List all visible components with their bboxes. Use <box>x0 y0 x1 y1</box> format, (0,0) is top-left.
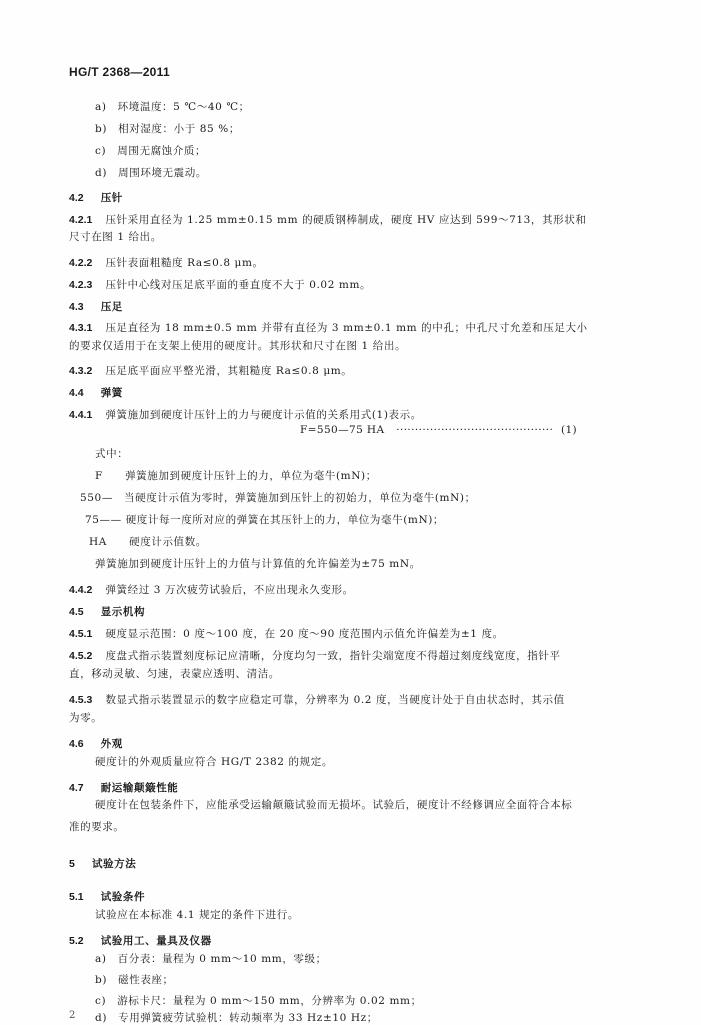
variable-definition: F 弹簧施加到硬度计压针上的力，单位为毫牛(mN)； <box>95 470 377 482</box>
clause-continuation: 为零。 <box>69 712 103 724</box>
clause <box>69 688 565 707</box>
list-item: c) 周围无腐蚀介质； <box>95 145 207 157</box>
clause-number: 4.4.2 <box>69 584 93 596</box>
section-heading <box>69 885 145 904</box>
list-item: d) 周围环境无震动。 <box>95 167 207 179</box>
clause-text: 弹簧施加到硬度计压针上的力与硬度计示值的关系用式(1)表示。 <box>105 409 422 421</box>
paragraph: 硬度计在包装条件下，应能承受运输颠簸试验而无损坏。试验后，硬度计不经修调应全面符合本标 <box>95 799 573 811</box>
clause <box>69 273 371 292</box>
section-number: 4.6 <box>69 738 84 750</box>
where-label: 式中： <box>95 448 129 460</box>
clause-number: 4.4.1 <box>69 409 93 421</box>
paragraph: 试验应在本标准 4.1 规定的条件下进行。 <box>95 909 299 921</box>
formula: F=550—75 HA <box>300 424 385 436</box>
standard-header: HG/T 2368—2011 <box>69 65 170 79</box>
clause <box>69 578 354 597</box>
clause-continuation: 尺寸在图 1 给出。 <box>69 231 162 243</box>
list-item: a) 百分表：量程为 0 mm～10 mm，零级； <box>95 953 327 965</box>
section-heading <box>69 295 123 314</box>
section-title: 试验用工、量具及仪器 <box>100 935 212 947</box>
variable-definition: 75—— 硬度计每一度所对应的弹簧在其压针上的力，单位为毫牛(mN)； <box>85 514 445 526</box>
clause-text: 数显式指示装置显示的数字应稳定可靠，分辨率为 0.2 度，当硬度计处于自由状态时，其示值 <box>105 694 565 706</box>
clause <box>69 316 588 335</box>
clause <box>69 644 561 663</box>
variable-definition: 550— 当硬度计示值为零时，弹簧施加到压针上的初始力，单位为毫牛(mN)； <box>80 492 476 504</box>
section-title: 压针 <box>100 192 123 204</box>
paragraph-continuation: 准的要求。 <box>69 821 125 833</box>
section-heading <box>69 186 123 205</box>
clause-number: 4.2.2 <box>69 257 93 269</box>
list-item: c) 游标卡尺：量程为 0 mm～150 mm，分辨率为 0.02 mm； <box>95 995 422 1007</box>
chapter-heading <box>69 852 136 871</box>
clause-number: 4.2.3 <box>69 279 93 291</box>
clause <box>69 251 264 270</box>
clause-continuation: 直，移动灵敏、匀速，表蒙应透明、清洁。 <box>69 668 280 680</box>
section-title: 试验条件 <box>100 891 146 903</box>
clause-text: 压足底平面应平整光滑，其粗糙度 Ra≤0.8 μm。 <box>105 365 353 377</box>
clause-text: 压足直径为 18 mm±0.5 mm 并带有直径为 3 mm±0.1 mm 的中孔；中孔尺寸允差和压足大小 <box>105 322 588 334</box>
clause <box>69 208 586 227</box>
section-number: 4.2 <box>69 192 84 204</box>
list-item: a) 环境温度：5 ℃～40 ℃； <box>95 101 250 113</box>
formula-line <box>300 424 577 436</box>
section-heading <box>69 381 123 400</box>
section-number: 4.5 <box>69 606 84 618</box>
clause-text: 度盘式指示装置刻度标记应清晰，分度均匀一致，指针尖端宽度不得超过刻度线宽度，指针平 <box>105 650 561 662</box>
section-title: 外观 <box>100 738 123 750</box>
clause-text: 硬度显示范围：0 度～100 度，在 20 度～90 度范围内示值允许偏差为±1 度。 <box>105 628 504 640</box>
clause <box>69 622 504 641</box>
clause-text: 压针采用直径为 1.25 mm±0.15 mm 的硬质钢棒制成，硬度 HV 应达到 599～713，其形状和 <box>105 214 587 226</box>
section-number: 4.4 <box>69 387 84 399</box>
clause-continuation: 的要求仅适用于在支架上使用的硬度计。其形状和尺寸在图 1 给出。 <box>69 340 407 352</box>
section-title: 压足 <box>100 301 123 313</box>
section-heading <box>69 600 145 619</box>
section-number: 4.3 <box>69 301 84 313</box>
section-number: 5.1 <box>69 891 84 903</box>
clause-number: 4.3.1 <box>69 322 93 334</box>
section-number: 4.7 <box>69 782 84 794</box>
clause-text: 压针表面粗糙度 Ra≤0.8 μm。 <box>105 257 264 269</box>
page-number: 2 <box>69 1010 76 1021</box>
formula-leader: ·········································· <box>396 424 554 436</box>
clause-text: 弹簧经过 3 万次疲劳试验后，不应出现永久变形。 <box>105 584 354 596</box>
list-item: b) 相对湿度：小于 85 %； <box>95 123 240 135</box>
clause <box>69 359 352 378</box>
variable-definition: HA 硬度计示值数。 <box>89 536 207 548</box>
clause-number: 4.2.1 <box>69 214 93 226</box>
chapter-number: 5 <box>69 858 75 870</box>
chapter-title: 试验方法 <box>91 858 137 870</box>
section-heading <box>69 776 178 795</box>
section-title: 显示机构 <box>100 606 146 618</box>
formula-number: (1) <box>560 424 578 436</box>
clause <box>69 403 422 422</box>
list-item: d) 专用弹簧疲劳试验机：转动频率为 33 Hz±10 Hz； <box>95 1012 378 1024</box>
paragraph: 弹簧施加到硬度计压针上的力值与计算值的允许偏差为±75 mN。 <box>95 558 421 570</box>
section-title: 弹簧 <box>100 387 123 399</box>
section-heading <box>69 732 123 751</box>
section-heading <box>69 929 212 948</box>
list-item: b) 磁性表座； <box>95 974 174 986</box>
clause-text: 压针中心线对压足底平面的垂直度不大于 0.02 mm。 <box>105 279 372 291</box>
clause-number: 4.3.2 <box>69 365 93 377</box>
clause-number: 4.5.3 <box>69 694 93 706</box>
section-title: 耐运输颠簸性能 <box>100 782 179 794</box>
paragraph: 硬度计的外观质量应符合 HG/T 2382 的规定。 <box>95 756 333 768</box>
clause-number: 4.5.1 <box>69 628 93 640</box>
section-number: 5.2 <box>69 935 84 947</box>
clause-number: 4.5.2 <box>69 650 93 662</box>
